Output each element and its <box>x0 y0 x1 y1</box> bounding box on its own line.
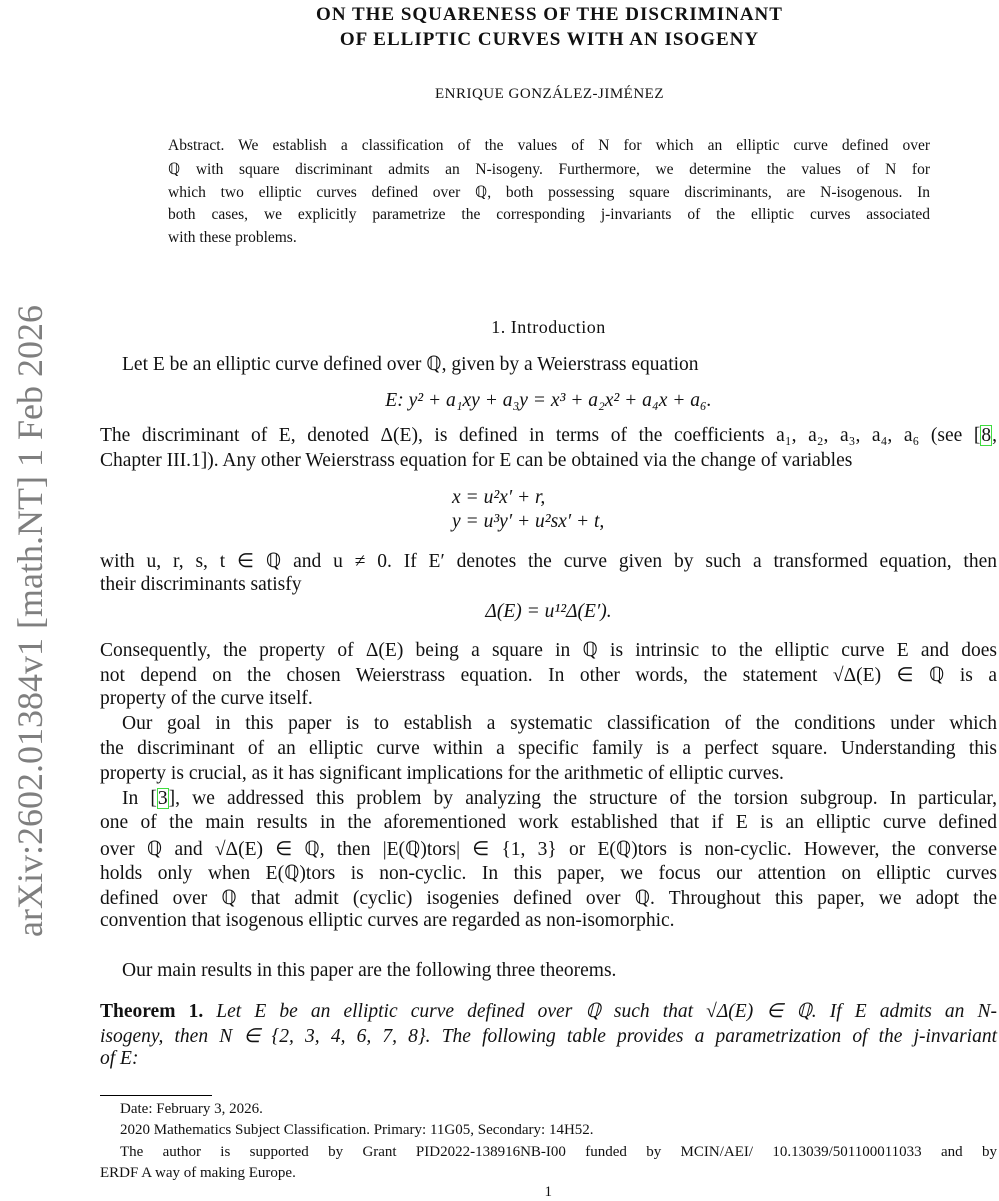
citation-link-3[interactable]: 3 <box>157 788 168 809</box>
footnote-support: The author is supported by Grant PID2022-138916NB-I00 funded by MCIN/AEI/ 10.13039/501100011033 and by <box>120 1144 997 1160</box>
page-number: 1 <box>544 1184 553 1200</box>
section-heading: 1. Introduction <box>491 317 606 337</box>
paragraph-line: Our goal in this paper is to establish a systematic classification of the conditions under which <box>122 713 997 734</box>
paragraph-line: defined over ℚ that admit (cyclic) isogenies defined over ℚ. Throughout this paper, we adopt the <box>100 888 997 909</box>
intro-text: Let E be an elliptic curve defined over ℚ, given by a Weierstrass equation <box>122 354 699 375</box>
equation-change-x: x = u²x′ + r, <box>452 487 546 508</box>
footnote-msc: 2020 Mathematics Subject Classification. Primary: 11G05, Secondary: 14H52. <box>120 1122 594 1138</box>
paragraph-line: with u, r, s, t ∈ ℚ and u ≠ 0. If E′ denotes the curve given by such a transformed equation, then <box>100 551 997 572</box>
abstract-line: both cases, we explicitly parametrize the corresponding j-invariants of the elliptic curves associated <box>168 206 930 223</box>
paragraph-line: holds only when E(ℚ)tors is non-cyclic. In this paper, we focus our attention on elliptic curves <box>100 863 997 884</box>
paragraph-line: their discriminants satisfy <box>100 574 302 595</box>
abstract-line: Abstract. We establish a classification of the values of N for which an elliptic curve defined over <box>168 137 930 154</box>
theorem-line: of E: <box>100 1048 139 1069</box>
paragraph-line: property is crucial, as it has significant implications for the arithmetic of elliptic curves. <box>100 763 784 784</box>
paragraph-line: Consequently, the property of Δ(E) being a square in ℚ is intrinsic to the elliptic curve E and does <box>100 640 997 661</box>
footnote-rule <box>100 1095 212 1096</box>
theorem-label: Theorem 1. <box>100 1001 204 1022</box>
paragraph-line: The discriminant of E, denoted Δ(E), is defined in terms of the coefficients a₁, a₂, a₃, a₄, a₆ (see [8, <box>100 425 997 446</box>
paragraph-line: Chapter III.1]). Any other Weierstrass equation for E can be obtained via the change of variables <box>100 450 853 471</box>
paragraph-line: over ℚ and √Δ(E) ∈ ℚ, then |E(ℚ)tors| ∈ {1, 3} or E(ℚ)tors is non-cyclic. However, the converse <box>100 839 997 860</box>
title-line-1: ON THE SQUARENESS OF THE DISCRIMINANT <box>316 4 783 25</box>
equation-discriminant: Δ(E) = u¹²Δ(E′). <box>485 601 612 622</box>
theorem-line: Theorem 1. Let E be an elliptic curve defined over ℚ such that √Δ(E) ∈ ℚ. If E admits an N- <box>100 1001 997 1022</box>
footnote-support: ERDF A way of making Europe. <box>100 1165 296 1181</box>
arxiv-stamp: arXiv:2602.01384v1 [math.NT] 1 Feb 2026 <box>10 305 50 937</box>
footnote-date: Date: February 3, 2026. <box>120 1101 263 1117</box>
title-line-2: OF ELLIPTIC CURVES WITH AN ISOGENY <box>339 29 760 50</box>
equation-change-y: y = u³y′ + u²sx′ + t, <box>452 511 605 532</box>
abstract-line: with these problems. <box>168 229 297 246</box>
abstract-line: which two elliptic curves defined over ℚ, both possessing square discriminants, are N-isogenous. In <box>168 184 930 201</box>
author-name: ENRIQUE GONZÁLEZ-JIMÉNEZ <box>434 86 665 102</box>
paragraph-line: convention that isogenous elliptic curves are regarded as non-isomorphic. <box>100 910 675 931</box>
paragraph-line: the discriminant of an elliptic curve within a specific family is a perfect square. Understanding this <box>100 738 997 759</box>
paragraph-line: property of the curve itself. <box>100 688 313 709</box>
paragraph-line: one of the main results in the aforementioned work established that if E is an elliptic curve defined <box>100 812 997 833</box>
theorem-line: isogeny, then N ∈ {2, 3, 4, 6, 7, 8}. The following table provides a parametrization of the j-invariant <box>100 1026 997 1047</box>
equation-weierstrass: E: y² + a₁xy + a₃y = x³ + a₂x² + a₄x + a₆. <box>385 390 712 411</box>
abstract-line: ℚ with square discriminant admits an N-isogeny. Furthermore, we determine the values of N for <box>168 161 930 178</box>
paragraph-line: not depend on the chosen Weierstrass equation. In other words, the statement √Δ(E) ∈ ℚ is a <box>100 665 997 686</box>
citation-link-8[interactable]: 8 <box>981 425 992 446</box>
main-results-text: Our main results in this paper are the following three theorems. <box>122 960 617 981</box>
paragraph-line: In [3], we addressed this problem by analyzing the structure of the torsion subgroup. In particular, <box>122 788 997 809</box>
